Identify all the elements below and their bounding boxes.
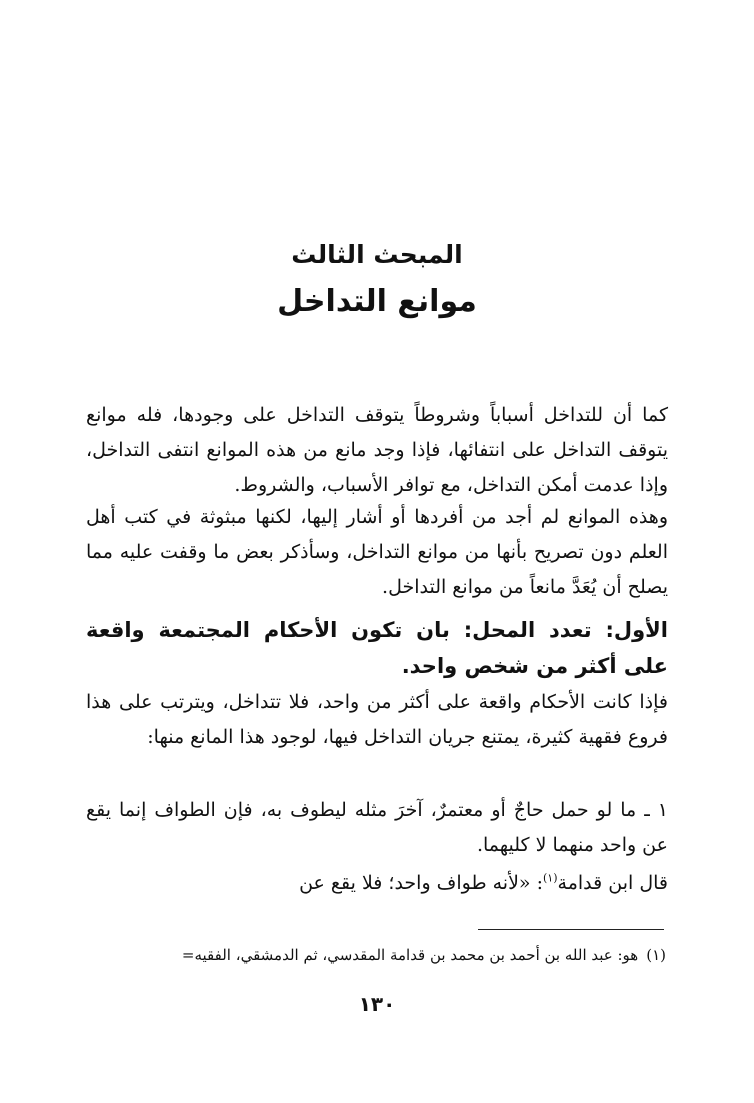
first-preventer-heading: الأول: تعدد المحل: بان تكون الأحكام المجتمعة واقعة على أكثر من شخص واحد. [86,618,668,678]
quote-rest: : «لأنه طواف واحد؛ فلا يقع عن [299,872,543,894]
quote-start: قال ابن قدامة [557,872,668,894]
section-subtitle: موانع التداخل [277,284,477,319]
paragraph-consequence: فإذا كانت الأحكام واقعة على أكثر من واحد، فلا تتداخل، ويترتب على هذا فروع فقهية كثيرة، يمتنع جريان التداخل فيها، لوجود هذا المانع منها: [86,691,668,748]
page-number: ١٣٠ [358,992,396,1016]
paragraph-second: وهذه الموانع لم أجد من أفردها أو أشار إليها، لكنها مبثوثة في كتب أهل العلم دون تصريح بأنها من موانع التداخل، وسأذكر بعض ما وقفت عليه مما يصلح أن يُعَدَّ مانعاً من موانع التداخل. [86,506,668,598]
paragraph-quote [86,866,668,901]
footnote-divider [478,929,664,930]
section-title: المبحث الثالث [291,240,463,269]
footnote [70,942,666,968]
footnote-marker: (١) [646,946,666,964]
paragraph-intro: كما أن للتداخل أسباباً وشروطاً يتوقف التداخل على وجودها، فله موانع يتوقف التداخل على انتفائها، فإذا وجد مانع من هذه الموانع انتفى التداخل، وإذا عدمت أمكن التداخل، مع توافر الأسباب، والشروط. [86,404,668,496]
paragraph-example-1: ١ ـ ما لو حمل حاجٌ أو معتمرٌ، آخرَ مثله ليطوف به، فإن الطواف إنما يقع عن واحد منهما لا كليهما. [86,799,668,856]
footnote-text: هو: عبد الله بن أحمد بن محمد بن قدامة المقدسي، ثم الدمشقي، الفقيه= [181,946,639,964]
footnote-reference[interactable]: (١) [543,871,558,885]
